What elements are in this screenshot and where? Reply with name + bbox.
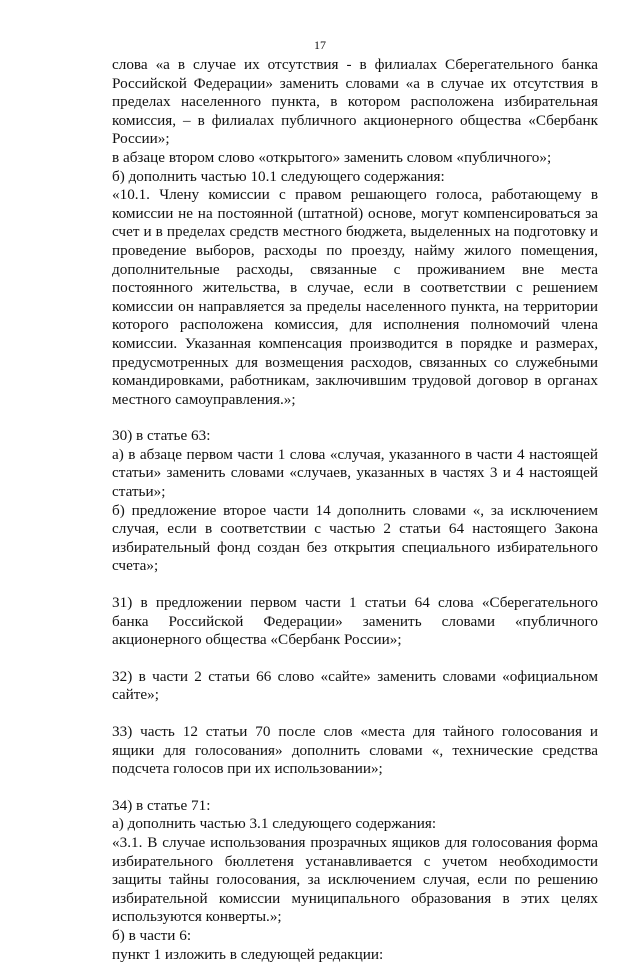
paragraph: в абзаце втором слово «открытого» заменить словом «публичного»; <box>112 148 552 166</box>
paragraph: б) дополнить частью 10.1 следующего содержания: <box>112 167 445 185</box>
paragraph-gap <box>112 779 598 797</box>
paragraph: «10.1. Члену комиссии с правом решающего голоса, работающему в комиссии не на постоянной (штатной) основе, могут компенсироваться за счет и в пределах средств местного бюджета, выделенных на подготовку и проведение выборов, расходы по проезду, найму жилого помещения, дополнительные расходы, связанные с проживанием вне места постоянного жительства, в случае, если в соответствии с решением комиссии он направляется за пределы населенного пункта, на территории которого расположена комиссия, для исполнения полномочий члена комиссии. Указанная компенсация производится в порядке и размерах, предусмотренных для возмещения расходов, связанных со служебными командировками, работникам, заключившим трудовой договор в органах местного самоуправления.»; <box>112 186 598 408</box>
paragraph: 34) в статье 71: <box>112 796 211 814</box>
paragraph: б) в части 6: <box>112 926 192 944</box>
document-body <box>112 56 598 964</box>
paragraph: 30) в статье 63: <box>112 427 211 445</box>
paragraph-gap <box>112 409 598 427</box>
paragraph: слова «а в случае их отсутствия - в филиалах Сберегательного банка Российской Федерации» заменить словами «а в случае их отсутствия в пределах населенного пункта, в котором расположена избирательная комиссия, – в филиалах публичного акционерного общества «Сбербанк России»; <box>112 56 598 148</box>
paragraph: 31) в предложении первом части 1 статьи 64 слова «Сберегательного банка Российской Федерации» заменить словами «публичного акционерного общества «Сбербанк России»; <box>112 594 598 649</box>
paragraph: 33) часть 12 статьи 70 после слов «места для тайного голосования и ящики для голосования» дополнить словами «, технические средства подсчета голосов при их использовании»; <box>112 723 598 778</box>
paragraph-gap <box>112 576 598 594</box>
paragraph: 32) в части 2 статьи 66 слово «сайте» заменить словами «официальном сайте»; <box>112 667 598 704</box>
paragraph: пункт 1 изложить в следующей редакции: <box>112 945 384 963</box>
paragraph: а) дополнить частью 3.1 следующего содержания: <box>112 815 437 833</box>
paragraph: а) в абзаце первом части 1 слова «случая, указанного в части 4 настоящей статьи» заменить словами «случаев, указанных в частях 3 и 4 настоящей статьи»; <box>112 445 598 501</box>
page-number: 17 <box>314 38 326 52</box>
paragraph: «3.1. В случае использования прозрачных ящиков для голосования форма избирательного бюллетеня устанавливается с учетом необходимости защиты тайны голосования, за исключением случая, если по решению избирательной комиссии муниципального образования в этих целях используются конверты.»; <box>112 833 598 926</box>
paragraph-gap <box>112 705 598 723</box>
paragraph: б) предложение второе части 14 дополнить словами «, за исключением случая, если в соответствии с частью 2 статьи 64 настоящего Закона избирательный фонд создан без открытия специального избирательного счета»; <box>112 501 598 575</box>
paragraph-gap <box>112 650 598 668</box>
